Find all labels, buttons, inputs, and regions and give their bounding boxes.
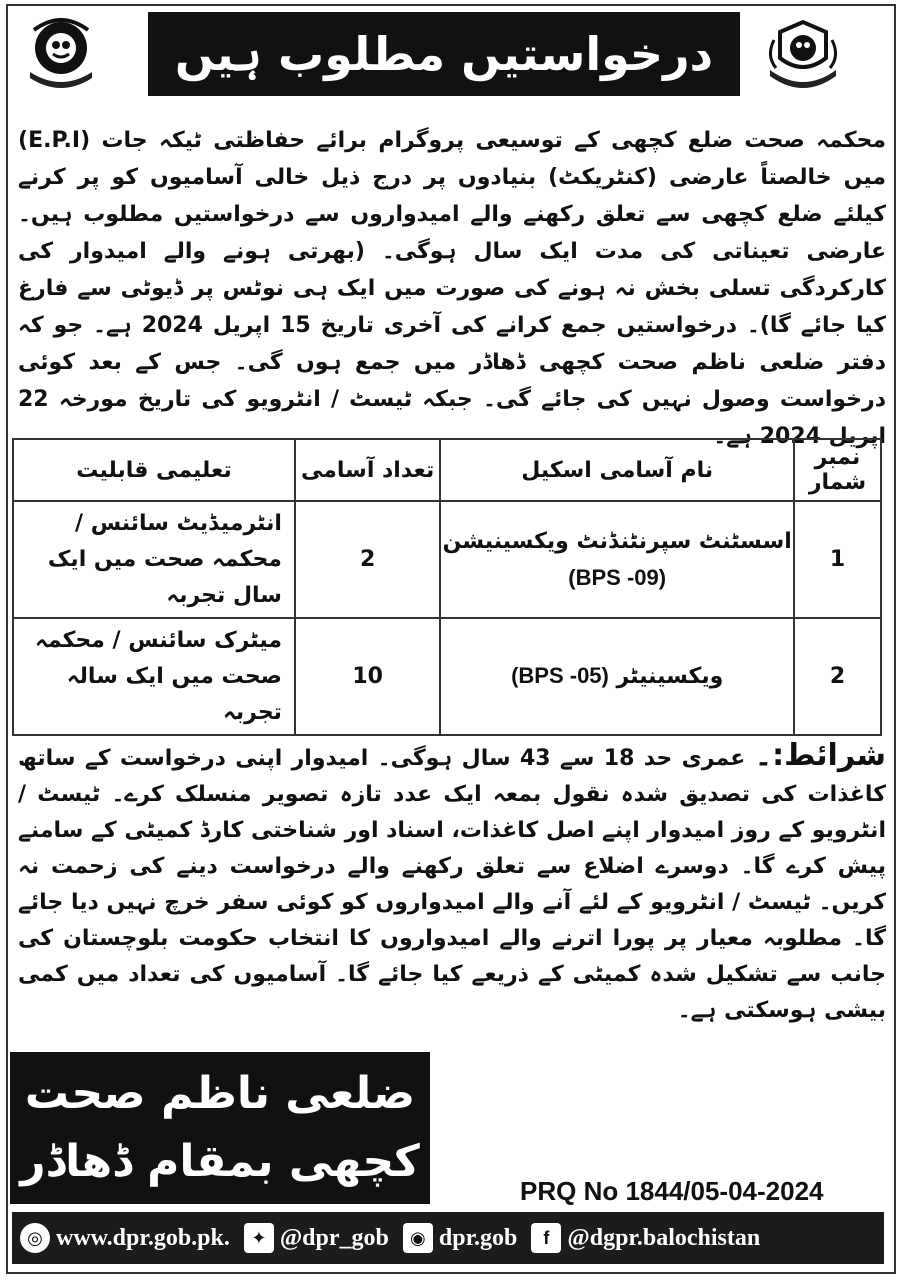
page-title: درخواستیں مطلوب ہیں	[148, 12, 740, 96]
table-row	[13, 618, 881, 735]
government-crest-icon	[20, 12, 102, 94]
row-count: 2	[295, 501, 440, 618]
header-count: تعداد آسامی	[295, 439, 440, 501]
row-count: 10	[295, 618, 440, 735]
instagram-icon: ◉	[403, 1223, 433, 1253]
post-name: اسسٹنٹ سپرنٹنڈنٹ ویکسینیشن	[442, 528, 792, 554]
header-no: نمبر شمار	[794, 439, 881, 501]
row-post	[440, 501, 794, 618]
government-crest-icon	[762, 12, 844, 94]
intro-section	[18, 122, 886, 455]
posts-table	[12, 438, 882, 736]
header-post: نام آسامی اسکیل	[440, 439, 794, 501]
conditions-text: عمری حد 18 سے 43 سال ہوگی۔ امیدوار اپنی درخواست کے ساتھ کاغذات کی تصدیق شدہ نقول بمعہ ایک عدد تازہ تصویر منسلک کرے۔ ٹیسٹ / انٹرویو کے روز امیدوار اپنے اصل کاغذات، اسناد اور شناختی کارڈ کمیٹی کے سامنے پیش کرے گا۔ دوسرے اضلاع سے تعلق رکھنے والے درخواست دینے کی زحمت نہ کریں۔ ٹیسٹ / انٹرویو کے لئے آنے والے امیدواروں کو کوئی سفر خرچ نہیں دیا جائے گا۔ مطلوبہ معیار پر پورا اترنے والے امیدواروں کا انتخاب حکومت بلوچستان کی جانب سے تشکیل شدہ کمیٹی کے ذریعے کیا جائے گا۔ آسامیوں کی تعداد میں کمی بیشی ہوسکتی ہے۔	[17, 746, 886, 1023]
table-row	[13, 501, 881, 618]
signature-block	[10, 1052, 430, 1204]
table-header-row	[13, 439, 881, 501]
conditions-heading: شرائط:۔	[754, 738, 887, 773]
intro-paragraph: محکمہ صحت ضلع کچھی کے توسیعی پروگرام برائے حفاظتی ٹیکہ جات (E.P.I) میں خالصتاً عارضی (کنٹریکٹ) بنیادوں پر درج ذیل خالی آسامیوں کو پر کرنے کیلئے ضلع کچھی سے تعلق رکھنے والے امیدواروں سے درخواستیں مطلوب ہیں۔ عارضی تعیناتی کی مدت ایک سال ہوگی۔ (بھرتی ہونے والے امیدوار کی کارکردگی تسلی بخش نہ ہونے کی صورت میں ایک ہی نوٹس پر ڈیوٹی سے فارغ کیا جائے گا)۔ درخواستیں جمع کرانے کی آخری تاریخ 15 اپریل 2024 ہے۔ جو کہ دفتر ضلعی ناظم صحت کچھی ڈھاڈر میں جمع ہوں گی۔ جس کے بعد کوئی درخواست وصول نہیں کی جائے گی۔ جبکہ ٹیسٹ / انٹرویو کی تاریخ مورخہ 22 اپریل 2024 ہے۔	[18, 128, 886, 449]
footer-website[interactable]	[20, 1223, 230, 1253]
instagram-label: dpr.gob	[438, 1224, 518, 1251]
row-no: 2	[794, 618, 881, 735]
facebook-icon: f	[531, 1223, 561, 1253]
footer-instagram[interactable]	[403, 1223, 518, 1253]
prq-number: PRQ No 1844/05-04-2024	[520, 1176, 824, 1206]
row-qualification: انٹرمیڈیٹ سائنس / محکمہ صحت میں ایک سال تجربہ	[13, 501, 295, 618]
footer-facebook[interactable]	[531, 1223, 760, 1253]
twitter-label: @dpr_gob	[279, 1224, 389, 1251]
facebook-label: @dgpr.balochistan	[567, 1224, 761, 1251]
twitter-icon: ✦	[244, 1223, 274, 1253]
post-scale: (BPS -09)	[568, 564, 667, 590]
row-qualification: میٹرک سائنس / محکمہ صحت میں ایک سالہ تجربہ	[13, 618, 295, 735]
post-name: ویکسینیٹر	[616, 664, 724, 689]
signature-line-1: ضلعی ناظم صحت	[24, 1068, 416, 1119]
header-qualification: تعلیمی قابلیت	[13, 439, 295, 501]
footer-twitter[interactable]	[244, 1223, 389, 1253]
row-no: 1	[794, 501, 881, 618]
website-label: www.dpr.gob.pk.	[56, 1224, 230, 1251]
footer-bar	[12, 1212, 884, 1264]
signature-line-2: کچھی بمقام ڈھاڈر	[20, 1136, 420, 1187]
row-post	[440, 618, 794, 735]
globe-icon: ◎	[20, 1223, 50, 1253]
post-scale: (BPS -05)	[511, 663, 609, 688]
conditions-section	[18, 738, 886, 1029]
